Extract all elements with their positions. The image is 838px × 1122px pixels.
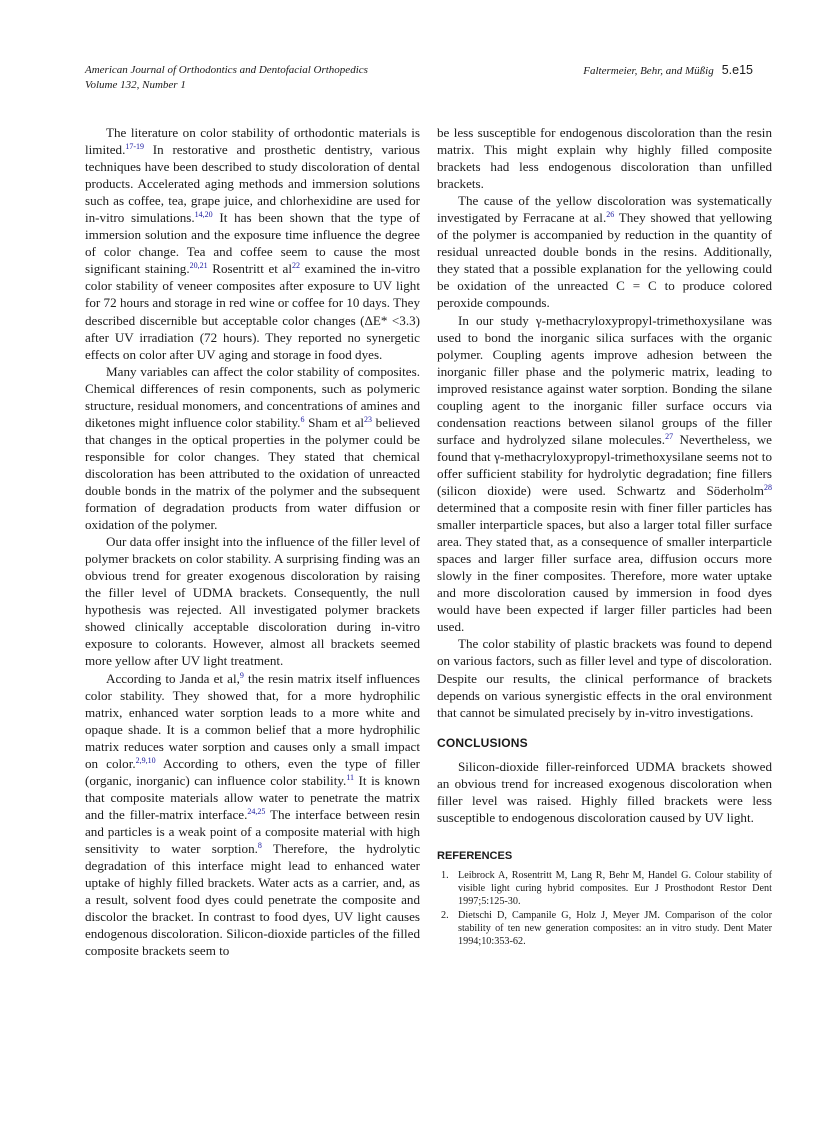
citation[interactable]: 6: [300, 414, 305, 424]
author-page-info: [583, 63, 753, 79]
paragraph: In our study γ-methacryloxypropyl-trimethoxysilane was used to bond the inorganic silica surfaces with the organic polymer. Coupling agents improve adhesion between the inorganic filler phase and the polymeric matrix, leading to improved resistance against water sorption. Bonding the silane coupling agent to the inorganic filler surface occurs via condensation reactions between silanol groups of the filler surface and hydrolyzed silane molecules.$^{27}$ Nevertheless, we found that γ-methacryloxypropyl-trimethoxysilane seems not to offer sufficient stability for hydrolytic degradation; fine fillers (silicon dioxide) were used. Schwartz and Söderholm$^{28}$ determined that a composite resin with finer filler particles has smaller interparticle spaces, but also a larger total filler surface area. They stated that, as a consequence of smaller interparticle spaces and larger filler surface area, diffusion occurs more slowly in the finer composites. Therefore, more water uptake and more discoloration caused by immersion in food dyes would have been expected if larger filler particles had been used.: [437, 312, 772, 635]
citation[interactable]: 22: [292, 261, 300, 271]
citation[interactable]: 14,20: [194, 210, 213, 220]
citation[interactable]: 11: [346, 772, 355, 782]
citation[interactable]: 8: [257, 840, 262, 850]
paragraph: Our data offer insight into the influence of the filler level of polymer brackets on color stability. A surprising finding was an obvious trend for greater exogenous discoloration by raising the filler level of UDMA brackets. Consequently, the null hypothesis was rejected. All investigated polymer brackets showed clinically acceptable discoloration during in-vitro exposure to colorants. However, almost all brackets seemed more yellow after UV light treatment.: [85, 534, 420, 669]
citation[interactable]: 28: [764, 482, 772, 492]
paragraph: According to Janda et al,$^9$ the resin matrix itself influences color stability. They showed that, for a more hydrophilic matrix, enhanced water sorption leads to a more white and opaque shade. It is a common belief that a more hydrophilic matrix reduces water sorption and causes only a small impact on color.$^{2,9,10}$ According to others, even the type of filler (organic, inorganic) can influence color stability.$^{11}$ It is known that composite materials allow water to penetrate the matrix and the filler-matrix interface.$^{24,25}$ The interface between resin and particles is a weak point of a composite material with high sensitivity to water sorption.$^8$ Therefore, the hydrolytic degradation of this interface might lead to enhanced water uptake of highly filled brackets. Water acts as a carrier, and, as a result, solvent food dyes could penetrate the composite and discolor the bracket. In contrast to food dyes, UV light causes endogenous discoloration. Silicon-dioxide particles of the filled composite brackets seem to: [85, 670, 421, 959]
paragraph: The literature on color stability of orthodontic materials is limited.$^{17-19}$ In restorative and prosthetic dentistry, various techniques have been described to study discoloration of dental products. Accelerated aging methods and immersion solutions such as coffee, tea, grape juice, and chlorhexidine are used for in-vitro simulations.$^{14,20}$ It has been shown that the type of immersion solution and the exposure time influence the degree of color change. Tea and coffee seem to cause the most significant staining.$^{20,21}$ Rosentritt et $al^{22}$ examined the in-vitro color stability of veneer composites after exposure to UV light for 72 hours and storage in red wine or coffee for 10 days. They described discernible but acceptable color changes (ΔE* <3.3) after UV irradiation (72 hours). They reported no synergetic effects on color after UV aging and storage in food dyes.: [85, 125, 420, 362]
journal-info: [85, 63, 368, 93]
journal-title: American Journal of Orthodontics and Dentofacial Orthopedics: [85, 64, 368, 76]
conclusions-paragraph: Silicon-dioxide filler-reinforced UDMA brackets showed an obvious trend for increased exogenous discoloration when filler level was raised. Highly filled brackets were less susceptible to endogenous discoloration caused by UV light.: [437, 758, 772, 825]
journal-volume: Volume 132, Number 1: [85, 79, 186, 91]
reference-item: 2. Dietschi D, Campanile G, Holz J, Meyer JM. Comparison of the color stability of ten new generation composites: an in vitro study. Dent Mater 1994;10:353-62.: [441, 909, 772, 947]
reference-item: 1. Leibrock A, Rosentritt M, Lang R, Behr M, Handel G. Colour stability of visible light curing hybrid composites. Eur J Prosthodont Restor Dent 1997;5:125-30.: [441, 869, 772, 908]
paragraph: The cause of the yellow discoloration was systematically investigated by Ferracane at al.$^{26}$ They showed that yellowing of the polymer is accompanied by reduction in the quantity of residual unreacted double bonds in the resins. Additionally, they stated that a possible explanation for the yellowing could be oxidation of the unreacted C = C to produce colored peroxide compounds.: [437, 193, 772, 311]
citation[interactable]: 17-19: [125, 142, 145, 152]
citation[interactable]: 27: [665, 431, 674, 441]
running-authors: Faltermeier, Behr, and Müßig: [583, 65, 714, 77]
citation[interactable]: 24,25: [247, 806, 266, 816]
right-column: [437, 124, 772, 948]
citation[interactable]: 23: [364, 414, 373, 424]
citation[interactable]: 26: [606, 210, 615, 220]
references-list: [437, 869, 772, 948]
references-heading: REFERENCES: [437, 849, 513, 862]
paragraph: be less susceptible for endogenous discoloration than the resin matrix. This might explain why highly filled composite brackets had less endogenous discoloration than unfilled brackets.: [437, 125, 772, 192]
left-column: [85, 124, 420, 959]
citation[interactable]: 20,21: [189, 261, 208, 271]
page-number: 5.e15: [721, 63, 753, 77]
citation[interactable]: 2,9,10: [135, 755, 156, 765]
paragraph: The color stability of plastic brackets was found to depend on various factors, such as filler level and type of discoloration. Despite our results, the clinical performance of brackets depends on various synergistic effects in the oral environment that cannot be simulated precisely by in-vitro investigations.: [437, 636, 772, 720]
conclusions-heading: CONCLUSIONS: [437, 735, 528, 750]
paragraph: Many variables can affect the color stability of composites. Chemical differences of resin components, such as polymeric structure, residual monomers, and concentrations of amines and diketones might influence color stability.$^6$ Sham et $al^{23}$ believed that changes in the optical properties in the polymer could be responsible for color changes. They stated that chemical discoloration has been attributed to the oxidation of unreacted double bonds in the matrix of the polymer and the subsequent formation of degradation products from water diffusion or oxidation of the polymer.: [85, 363, 421, 533]
citation[interactable]: 9: [239, 670, 244, 680]
